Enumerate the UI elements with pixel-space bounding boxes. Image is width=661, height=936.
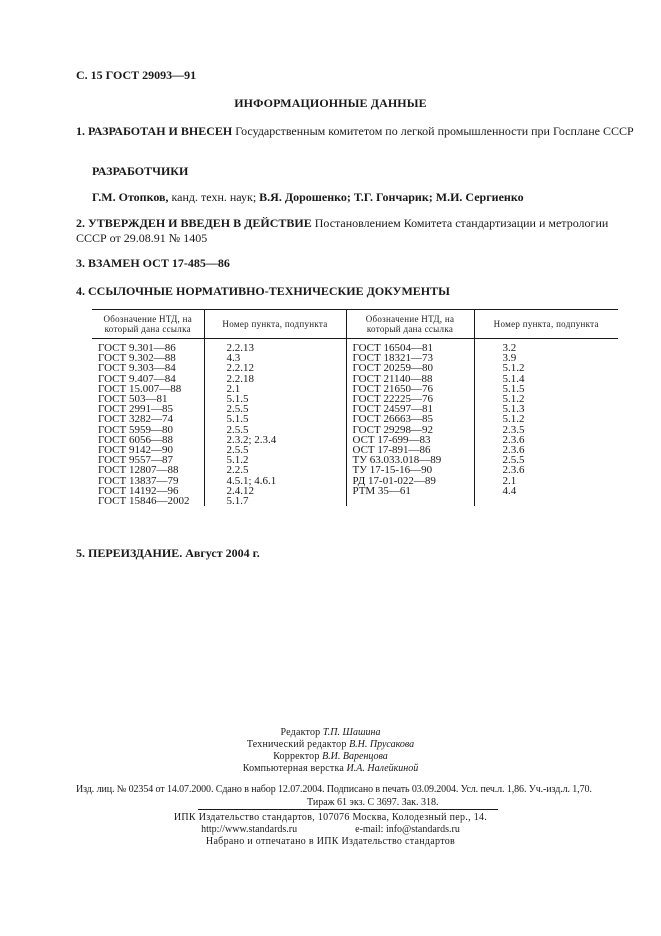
- clause-cell: 3.2: [502, 342, 517, 354]
- document-cell: ГОСТ 16504—81: [346, 339, 474, 354]
- document-cell: ГОСТ 14192—96: [92, 486, 204, 496]
- clause-cell: [474, 496, 618, 506]
- developer-degree: канд. техн. наук;: [168, 190, 260, 204]
- clause-cell: 2.2.5: [204, 465, 346, 475]
- clause-cell: 5.1.7: [204, 496, 346, 506]
- developer-name: Г.М. Отопков,: [92, 190, 169, 204]
- table-body: [92, 339, 618, 507]
- document-cell: ГОСТ 24597—81: [346, 404, 474, 414]
- document-cell: ГОСТ 21650—76: [346, 384, 474, 394]
- document-cell: ГОСТ 2991—85: [92, 404, 204, 414]
- section-label: УТВЕРЖДЕН И ВВЕДЕН В ДЕЙСТВИЕ: [88, 216, 312, 230]
- document-cell: ГОСТ 9.407—84: [92, 374, 204, 384]
- clause-cell: 5.1.2: [502, 393, 525, 406]
- clause-cell: 2.4.12: [204, 486, 346, 496]
- document-cell: ОСТ 17-891—86: [346, 445, 474, 455]
- section-reissue: [76, 546, 260, 561]
- credit-role: Компьютерная верстка: [242, 763, 345, 774]
- page-header: С. 15 ГОСТ 29093—91: [76, 68, 197, 82]
- section-text: Государственным комитетом по легкой промышленности при Госплане СССР: [232, 124, 634, 138]
- publisher-block: [0, 812, 661, 848]
- clause-cell: 4.3: [204, 353, 346, 363]
- column-header-document: Обозначение НТД, на который дана ссылка: [346, 310, 474, 339]
- document-cell: ГОСТ 15.007—88: [92, 384, 204, 394]
- printed-by: Набрано и отпечатано в ИПК Издательство стандартов: [205, 836, 456, 847]
- table-header-row: [92, 310, 618, 339]
- document-cell: РТМ 35—61: [346, 486, 474, 496]
- credit-editor: [0, 727, 661, 739]
- section-developed: [76, 124, 636, 139]
- document-cell: ГОСТ 503—81: [92, 394, 204, 404]
- clause-cell: 2.5.5: [204, 445, 346, 455]
- clause-cell: 5.1.2: [204, 455, 346, 465]
- clause-cell: 2.2.12: [204, 363, 346, 373]
- developer-names: В.Я. Дорошенко; Т.Г. Гончарик; М.И. Сергиенко: [259, 190, 524, 204]
- section-number: 4.: [76, 284, 85, 298]
- credit-role: Технический редактор: [246, 739, 347, 750]
- clause-cell: 2.1: [502, 474, 517, 487]
- clause-cell: 4.4: [502, 484, 517, 497]
- section-replaces: [76, 256, 230, 271]
- column-header-clause: Номер пункта, подпункта: [474, 310, 618, 339]
- clause-cell: 2.3.2; 2.3.4: [204, 435, 346, 445]
- credit-proofreader: [0, 751, 661, 763]
- clause-cell: 5.1.5: [502, 382, 525, 395]
- imprint-block: [76, 783, 636, 809]
- document-cell: ГОСТ 9142—90: [92, 445, 204, 455]
- section-number: 2.: [76, 216, 85, 230]
- publisher-contacts: [0, 824, 661, 836]
- section-text: ВЗАМЕН ОСТ 17-485—86: [88, 256, 230, 270]
- table-row: [92, 496, 618, 506]
- imprint-line: Изд. лиц. № 02354 от 14.07.2000. Сдано в набор 12.07.2004. Подписано в печать 03.09.2004. Усл. печ.л. 1,86. Уч.-изд.л. 1,70.: [76, 784, 592, 795]
- credit-name: Т.П. Шашина: [322, 727, 381, 738]
- document-cell: [346, 496, 474, 506]
- document-cell: ГОСТ 26663—85: [346, 414, 474, 424]
- document-cell: ГОСТ 3282—74: [92, 414, 204, 424]
- clause-cell: 5.1.2: [502, 362, 525, 375]
- document-cell: ГОСТ 21140—88: [346, 374, 474, 384]
- developers-heading: РАЗРАБОТЧИКИ: [92, 164, 189, 178]
- section-text: ПЕРЕИЗДАНИЕ. Август 2004 г.: [88, 546, 260, 560]
- document-cell: ГОСТ 9.302—88: [92, 353, 204, 363]
- document-cell: ГОСТ 9.301—86: [92, 339, 204, 354]
- clause-cell: 2.5.5: [204, 404, 346, 414]
- clause-cell: 2.3.5: [502, 423, 525, 436]
- clause-cell: 5.1.5: [204, 394, 346, 404]
- clause-cell: 2.1: [204, 384, 346, 394]
- clause-cell: 4.5.1; 4.6.1: [204, 476, 346, 486]
- credits-block: [0, 727, 661, 775]
- section-number: 1.: [76, 124, 85, 138]
- table-row: [92, 339, 618, 354]
- credit-name: В.Н. Прусакова: [349, 739, 415, 750]
- document-cell: ГОСТ 9.303—84: [92, 363, 204, 373]
- clause-cell: 2.3.6: [502, 444, 525, 457]
- document-cell: ГОСТ 18321—73: [346, 353, 474, 363]
- document-cell: ГОСТ 9557—87: [92, 455, 204, 465]
- section-label: РАЗРАБОТАН И ВНЕСЕН: [88, 124, 233, 138]
- document-title: ИНФОРМАЦИОННЫЕ ДАННЫЕ: [234, 96, 427, 110]
- credit-name: И.А. Налейкиной: [346, 763, 419, 774]
- section-text: ССЫЛОЧНЫЕ НОРМАТИВНО-ТЕХНИЧЕСКИЕ ДОКУМЕНТЫ: [88, 284, 450, 298]
- imprint-run: Тираж 61 экз. С 3697. Зак. 318.: [307, 797, 439, 808]
- clause-cell: 5.1.4: [502, 372, 525, 385]
- document-cell: ГОСТ 29298—92: [346, 425, 474, 435]
- credit-layout: [0, 763, 661, 775]
- document-cell: ТУ 17-15-16—90: [346, 465, 474, 475]
- clause-cell: 2.3.6: [502, 433, 525, 446]
- developers-list: [92, 190, 524, 205]
- section-references: [76, 284, 450, 299]
- publisher-address: ИПК Издательство стандартов, 107076 Москва, Колодезный пер., 14.: [173, 812, 488, 823]
- document-cell: РД 17-01-022—89: [346, 476, 474, 486]
- divider: [198, 809, 498, 810]
- column-header-document: Обозначение НТД, на который дана ссылка: [92, 310, 204, 339]
- document-cell: ГОСТ 5959—80: [92, 425, 204, 435]
- clause-cell: 2.5.5: [204, 425, 346, 435]
- document-cell: ГОСТ 12807—88: [92, 465, 204, 475]
- column-header-clause: Номер пункта, подпункта: [204, 310, 346, 339]
- section-text: Постановлением Комитета стандартизации и метрологии СССР от 29.08.91 № 1405: [76, 216, 609, 245]
- credit-tech-editor: [0, 739, 661, 751]
- clause-cell: 5.1.3: [502, 403, 525, 416]
- section-approved: [76, 216, 636, 246]
- clause-cell: 2.2.13: [204, 339, 346, 354]
- references-table: [92, 309, 618, 506]
- document-cell: ГОСТ 13837—79: [92, 476, 204, 486]
- document-cell: ГОСТ 22225—76: [346, 394, 474, 404]
- clause-cell: 5.1.5: [204, 414, 346, 424]
- document-cell: ГОСТ 6056—88: [92, 435, 204, 445]
- clause-cell: 2.3.6: [502, 464, 525, 477]
- clause-cell: 2.5.5: [502, 454, 525, 467]
- document-cell: ГОСТ 20259—80: [346, 363, 474, 373]
- credit-role: Редактор: [280, 727, 321, 738]
- clause-cell: 5.1.2: [502, 413, 525, 426]
- credit-role: Корректор: [273, 751, 320, 762]
- document-cell: ТУ 63.033.018—89: [346, 455, 474, 465]
- section-number: 5.: [76, 546, 85, 560]
- email-link[interactable]: e-mail: info@standards.ru: [355, 824, 460, 835]
- document-cell: ГОСТ 15846—2002: [92, 496, 204, 506]
- clause-cell: 2.2.18: [204, 374, 346, 384]
- credit-name: В.И. Варенцова: [322, 751, 388, 762]
- document-cell: ОСТ 17-699—83: [346, 435, 474, 445]
- clause-cell: 3.9: [502, 352, 517, 365]
- section-number: 3.: [76, 256, 85, 270]
- website-link[interactable]: http://www.standards.ru: [201, 824, 298, 835]
